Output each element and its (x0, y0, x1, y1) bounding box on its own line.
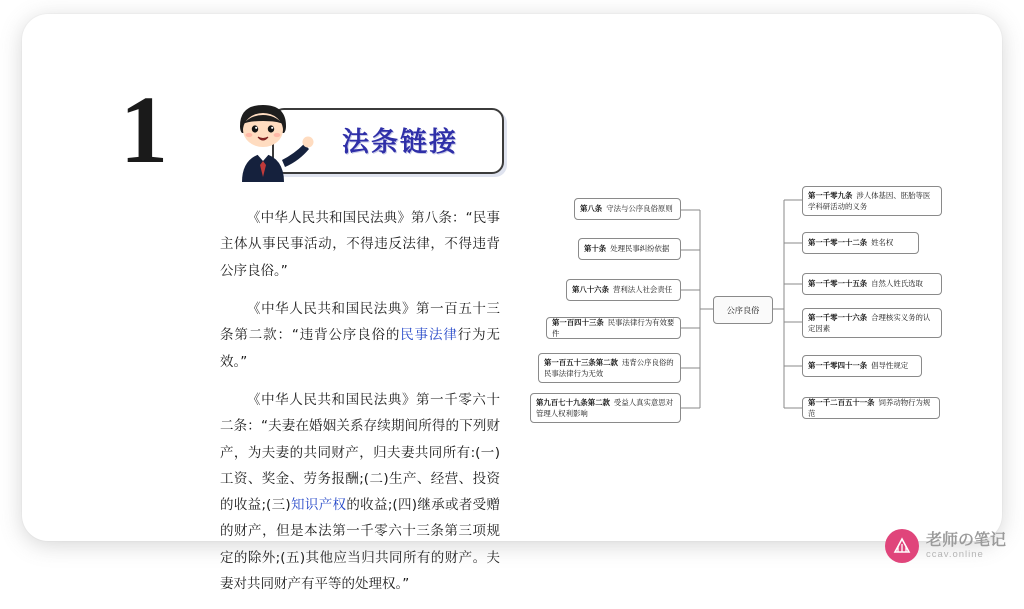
mindmap-left-node-3: 第八十六条 营利法人社会责任 (566, 279, 681, 301)
watermark-brand: 老师の笔记 (925, 530, 1006, 550)
brand-circle-icon (885, 529, 919, 563)
mindmap-left-node-4: 第一百四十三条 民事法律行为有效要件 (546, 317, 681, 339)
mindmap-right-node-2: 第一千零一十二条 姓名权 (802, 232, 919, 254)
mindmap-right-node-3: 第一千零一十五条 自然人姓氏选取 (802, 273, 942, 295)
mindmap-left-node-2: 第十条 处理民事纠纷依据 (578, 238, 681, 260)
mindmap-left-node-5: 第一百五十三条第二款 违背公序良俗的民事法律行为无效 (538, 353, 681, 383)
mindmap-left-node-1: 第八条 守法与公序良俗原则 (574, 198, 681, 220)
banner-title: 法条链接 (342, 127, 458, 158)
slide-number: 1 (120, 76, 166, 183)
law-paragraph-3: 《中华人民共和国民法典》第一千零六十二条：“夫妻在婚姻关系存续期间所得的下列财产，为夫妻的共同财产，归夫妻共同所有:(一)工资、奖金、劳务报酬;(二)生产、经营、投资的收益;(三)知识产权的收益;(四)继承或者受赠的财产，但是本法第一千零六十三条第三项规定的除外;(五)其他应当归共同所有的财产。夫妻对共同财产有平等的处理权。” (220, 391, 500, 593)
mindmap (530, 180, 940, 430)
banner (220, 100, 500, 178)
mindmap-right-node-1: 第一千零九条 涉人体基因、胚胎等医学科研活动的义务 (802, 186, 942, 216)
teacher-mascot-icon (220, 100, 316, 182)
law-paragraph-1: 《中华人民共和国民法典》第八条：“民事主体从事民事活动，不得违反法律，不得违背公序良俗。” (220, 210, 500, 279)
mindmap-right-node-5: 第一千零四十一条 倡导性规定 (802, 355, 922, 377)
watermark-sub: ccav.online (925, 548, 984, 560)
mindmap-left-node-6: 第九百七十九条第二款 受益人真实意思对管理人权利影响 (530, 393, 681, 423)
law-paragraph-2: 《中华人民共和国民法典》第一百五十三条第二款：“违背公序良俗的民事法律行为无效。” (220, 300, 501, 370)
mindmap-right-node-4: 第一千零一十六条 合理核实义务的认定因素 (802, 308, 942, 338)
watermark (885, 529, 1006, 563)
highlight-term: 民事法律 (400, 327, 458, 344)
mindmap-right-node-6: 第一千二百五十一条 饲养动物行为规范 (802, 397, 940, 419)
mindmap-center-node: 公序良俗 (713, 296, 773, 324)
law-text-block (220, 205, 500, 609)
highlight-term: 知识产权 (290, 497, 347, 514)
